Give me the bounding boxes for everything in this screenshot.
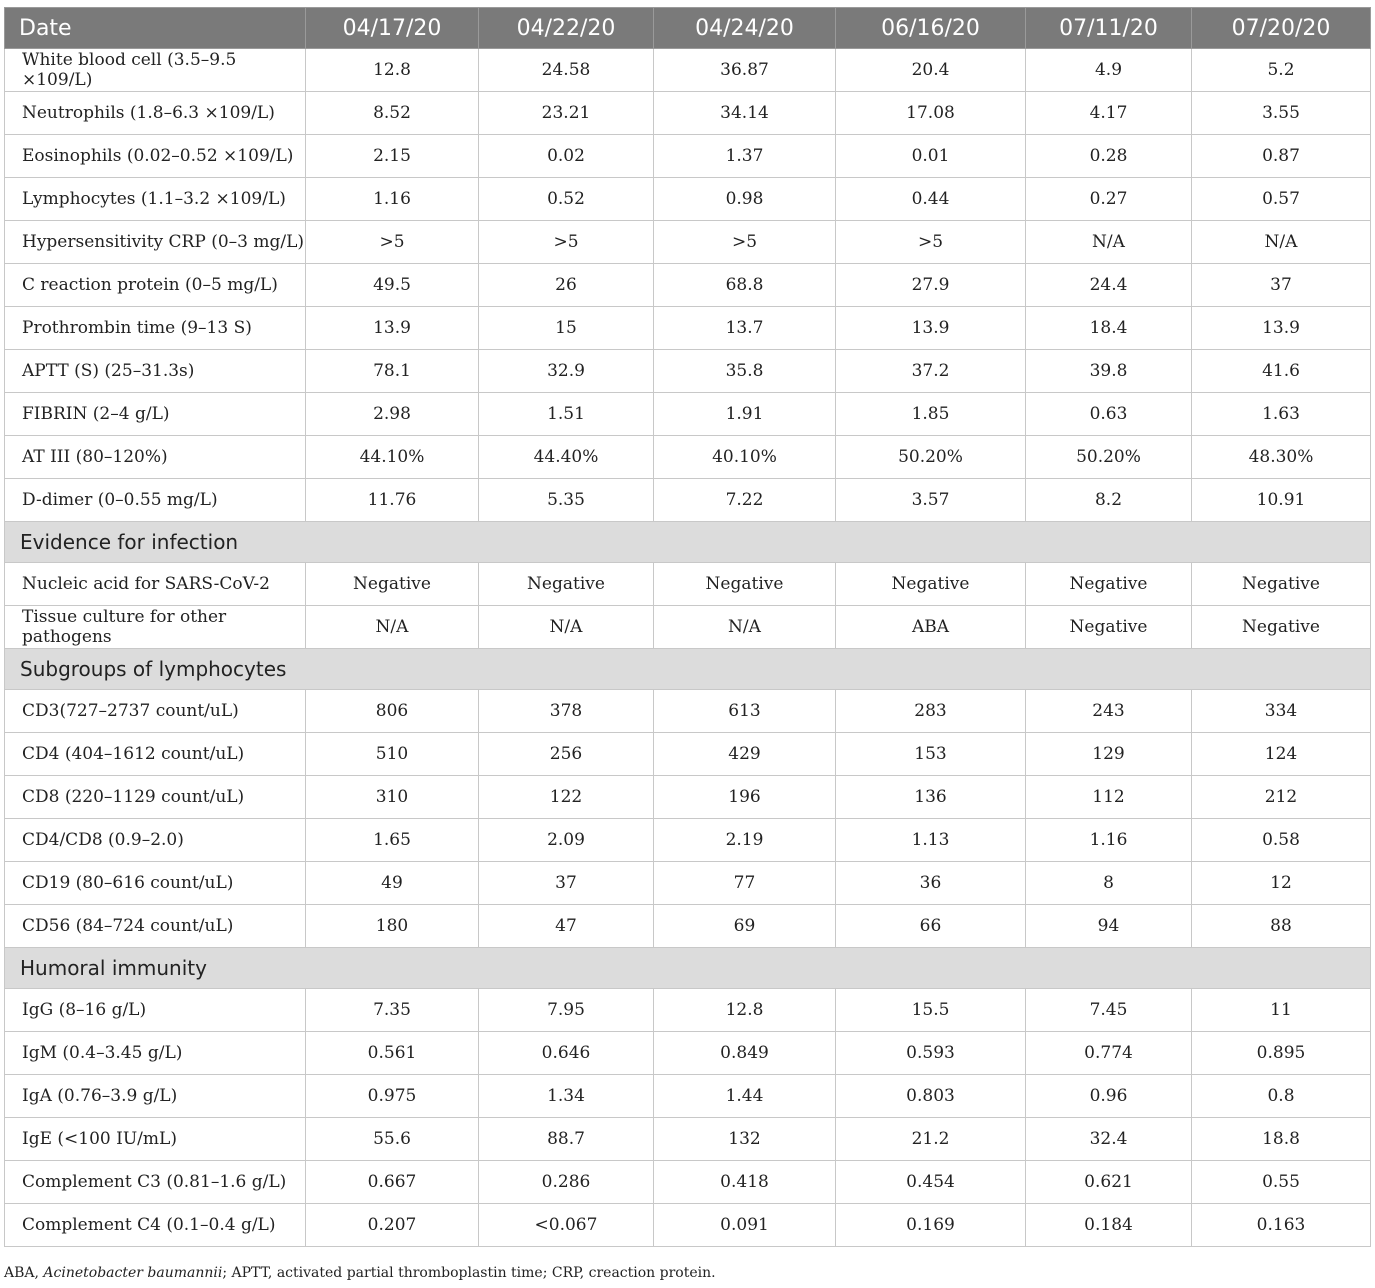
cell-value: 8 <box>1026 862 1192 905</box>
table-row <box>5 49 1371 92</box>
cell-value: 0.27 <box>1026 178 1192 221</box>
cell-value: 136 <box>836 776 1026 819</box>
section-header-row <box>5 649 1371 690</box>
cell-value: 0.646 <box>479 1032 654 1075</box>
cell-value: 36 <box>836 862 1026 905</box>
cell-value: 55.6 <box>306 1118 479 1161</box>
cell-value: 50.20% <box>1026 436 1192 479</box>
cell-value: 37 <box>479 862 654 905</box>
lab-results-table <box>4 7 1371 1247</box>
header-date: 06/16/20 <box>836 8 1026 49</box>
cell-value: 122 <box>479 776 654 819</box>
cell-value: 0.44 <box>836 178 1026 221</box>
cell-value: 378 <box>479 690 654 733</box>
cell-value: 0.58 <box>1192 819 1371 862</box>
cell-value: 0.163 <box>1192 1204 1371 1247</box>
cell-value: 0.87 <box>1192 135 1371 178</box>
cell-value: 7.35 <box>306 989 479 1032</box>
cell-value: 0.774 <box>1026 1032 1192 1075</box>
cell-value: 37 <box>1192 264 1371 307</box>
row-label: Complement C3 (0.81–1.6 g/L) <box>5 1161 306 1204</box>
cell-value: 50.20% <box>836 436 1026 479</box>
table-row <box>5 1204 1371 1247</box>
cell-value: 4.17 <box>1026 92 1192 135</box>
table-footnote <box>4 1265 716 1281</box>
cell-value: Negative <box>1192 606 1371 649</box>
lab-results-table-container <box>4 7 1370 1247</box>
table-row <box>5 690 1371 733</box>
cell-value: >5 <box>654 221 836 264</box>
row-label: C reaction protein (0–5 mg/L) <box>5 264 306 307</box>
table-row <box>5 733 1371 776</box>
table-row <box>5 989 1371 1032</box>
table-row <box>5 606 1371 649</box>
row-label: CD4/CD8 (0.9–2.0) <box>5 819 306 862</box>
row-label: Lymphocytes (1.1–3.2 ×109/L) <box>5 178 306 221</box>
row-label: Eosinophils (0.02–0.52 ×109/L) <box>5 135 306 178</box>
cell-value: 8.52 <box>306 92 479 135</box>
cell-value: 15.5 <box>836 989 1026 1032</box>
cell-value: 69 <box>654 905 836 948</box>
cell-value: 39.8 <box>1026 350 1192 393</box>
cell-value: N/A <box>479 606 654 649</box>
table-row <box>5 1032 1371 1075</box>
cell-value: 2.19 <box>654 819 836 862</box>
cell-value: 0.8 <box>1192 1075 1371 1118</box>
cell-value: 510 <box>306 733 479 776</box>
cell-value: 44.10% <box>306 436 479 479</box>
cell-value: 48.30% <box>1192 436 1371 479</box>
cell-value: 44.40% <box>479 436 654 479</box>
cell-value: 94 <box>1026 905 1192 948</box>
cell-value: Negative <box>1026 563 1192 606</box>
cell-value: 0.895 <box>1192 1032 1371 1075</box>
table-row <box>5 563 1371 606</box>
row-label: Neutrophils (1.8–6.3 ×109/L) <box>5 92 306 135</box>
cell-value: 0.207 <box>306 1204 479 1247</box>
row-label: APTT (S) (25–31.3s) <box>5 350 306 393</box>
table-row <box>5 135 1371 178</box>
cell-value: 0.98 <box>654 178 836 221</box>
cell-value: 2.98 <box>306 393 479 436</box>
cell-value: 36.87 <box>654 49 836 92</box>
cell-value: Negative <box>1192 563 1371 606</box>
cell-value: 12.8 <box>654 989 836 1032</box>
cell-value: 8.2 <box>1026 479 1192 522</box>
row-label: Nucleic acid for SARS-CoV-2 <box>5 563 306 606</box>
cell-value: 24.4 <box>1026 264 1192 307</box>
cell-value: 7.95 <box>479 989 654 1032</box>
row-label: CD19 (80–616 count/uL) <box>5 862 306 905</box>
cell-value: 26 <box>479 264 654 307</box>
footnote-text: ABA, <box>4 1265 44 1281</box>
cell-value: >5 <box>306 221 479 264</box>
cell-value: 1.63 <box>1192 393 1371 436</box>
cell-value: >5 <box>479 221 654 264</box>
cell-value: Negative <box>1026 606 1192 649</box>
cell-value: 129 <box>1026 733 1192 776</box>
row-label: CD4 (404–1612 count/uL) <box>5 733 306 776</box>
cell-value: 0.667 <box>306 1161 479 1204</box>
table-row <box>5 436 1371 479</box>
cell-value: 5.35 <box>479 479 654 522</box>
table-row <box>5 479 1371 522</box>
cell-value: 256 <box>479 733 654 776</box>
table-row <box>5 178 1371 221</box>
table-row <box>5 264 1371 307</box>
cell-value: 429 <box>654 733 836 776</box>
footnote-text: ; APTT, activated partial thromboplastin time; CRP, creaction protein. <box>222 1265 716 1281</box>
cell-value: N/A <box>1026 221 1192 264</box>
cell-value: 806 <box>306 690 479 733</box>
cell-value: Negative <box>306 563 479 606</box>
row-label: White blood cell (3.5–9.5 ×109/L) <box>5 49 306 92</box>
cell-value: 88 <box>1192 905 1371 948</box>
section-header-row <box>5 948 1371 989</box>
cell-value: 5.2 <box>1192 49 1371 92</box>
header-row <box>5 8 1371 49</box>
cell-value: 88.7 <box>479 1118 654 1161</box>
cell-value: 0.286 <box>479 1161 654 1204</box>
cell-value: 40.10% <box>654 436 836 479</box>
cell-value: N/A <box>1192 221 1371 264</box>
cell-value: 32.9 <box>479 350 654 393</box>
cell-value: 0.184 <box>1026 1204 1192 1247</box>
row-label: CD56 (84–724 count/uL) <box>5 905 306 948</box>
cell-value: 12 <box>1192 862 1371 905</box>
cell-value: 2.15 <box>306 135 479 178</box>
cell-value: 41.6 <box>1192 350 1371 393</box>
table-body <box>5 49 1371 1247</box>
cell-value: 17.08 <box>836 92 1026 135</box>
table-row <box>5 1075 1371 1118</box>
cell-value: 7.22 <box>654 479 836 522</box>
cell-value: 10.91 <box>1192 479 1371 522</box>
row-label: Complement C4 (0.1–0.4 g/L) <box>5 1204 306 1247</box>
cell-value: 0.975 <box>306 1075 479 1118</box>
cell-value: 1.13 <box>836 819 1026 862</box>
cell-value: 0.454 <box>836 1161 1026 1204</box>
row-label: IgA (0.76–3.9 g/L) <box>5 1075 306 1118</box>
cell-value: 27.9 <box>836 264 1026 307</box>
cell-value: 4.9 <box>1026 49 1192 92</box>
row-label: CD3(727–2737 count/uL) <box>5 690 306 733</box>
cell-value: 212 <box>1192 776 1371 819</box>
table-row <box>5 905 1371 948</box>
cell-value: Negative <box>654 563 836 606</box>
cell-value: 1.51 <box>479 393 654 436</box>
row-label: Tissue culture for other pathogens <box>5 606 306 649</box>
cell-value: 18.8 <box>1192 1118 1371 1161</box>
cell-value: 1.37 <box>654 135 836 178</box>
cell-value: 23.21 <box>479 92 654 135</box>
cell-value: 0.169 <box>836 1204 1026 1247</box>
cell-value: 78.1 <box>306 350 479 393</box>
cell-value: 24.58 <box>479 49 654 92</box>
cell-value: Negative <box>479 563 654 606</box>
cell-value: 243 <box>1026 690 1192 733</box>
cell-value: 1.16 <box>306 178 479 221</box>
cell-value: 334 <box>1192 690 1371 733</box>
cell-value: 0.561 <box>306 1032 479 1075</box>
cell-value: 0.28 <box>1026 135 1192 178</box>
cell-value: 0.55 <box>1192 1161 1371 1204</box>
header-date: 04/17/20 <box>306 8 479 49</box>
footnote-italic: Acinetobacter baumannii <box>43 1265 223 1281</box>
cell-value: 3.55 <box>1192 92 1371 135</box>
cell-value: 0.02 <box>479 135 654 178</box>
cell-value: 18.4 <box>1026 307 1192 350</box>
cell-value: 0.96 <box>1026 1075 1192 1118</box>
cell-value: 1.34 <box>479 1075 654 1118</box>
cell-value: 180 <box>306 905 479 948</box>
cell-value: 0.849 <box>654 1032 836 1075</box>
cell-value: Negative <box>836 563 1026 606</box>
table-row <box>5 1161 1371 1204</box>
cell-value: 20.4 <box>836 49 1026 92</box>
cell-value: 0.621 <box>1026 1161 1192 1204</box>
cell-value: 613 <box>654 690 836 733</box>
cell-value: ABA <box>836 606 1026 649</box>
table-row <box>5 350 1371 393</box>
table-row <box>5 221 1371 264</box>
table-row <box>5 776 1371 819</box>
row-label: FIBRIN (2–4 g/L) <box>5 393 306 436</box>
row-label: IgG (8–16 g/L) <box>5 989 306 1032</box>
cell-value: 1.16 <box>1026 819 1192 862</box>
table-row <box>5 862 1371 905</box>
cell-value: 0.01 <box>836 135 1026 178</box>
cell-value: 0.57 <box>1192 178 1371 221</box>
cell-value: 1.44 <box>654 1075 836 1118</box>
cell-value: 47 <box>479 905 654 948</box>
row-label: CD8 (220–1129 count/uL) <box>5 776 306 819</box>
section-title: Humoral immunity <box>5 948 1371 989</box>
cell-value: N/A <box>654 606 836 649</box>
cell-value: 0.091 <box>654 1204 836 1247</box>
cell-value: 13.9 <box>1192 307 1371 350</box>
section-title: Subgroups of lymphocytes <box>5 649 1371 690</box>
cell-value: 11 <box>1192 989 1371 1032</box>
table-row <box>5 307 1371 350</box>
table-row <box>5 819 1371 862</box>
header-date: 07/20/20 <box>1192 8 1371 49</box>
cell-value: 196 <box>654 776 836 819</box>
cell-value: 1.91 <box>654 393 836 436</box>
cell-value: 32.4 <box>1026 1118 1192 1161</box>
row-label: Prothrombin time (9–13 S) <box>5 307 306 350</box>
cell-value: 0.803 <box>836 1075 1026 1118</box>
cell-value: 0.593 <box>836 1032 1026 1075</box>
cell-value: 7.45 <box>1026 989 1192 1032</box>
cell-value: 37.2 <box>836 350 1026 393</box>
header-date: 07/11/20 <box>1026 8 1192 49</box>
table-row <box>5 1118 1371 1161</box>
cell-value: 15 <box>479 307 654 350</box>
cell-value: 13.9 <box>836 307 1026 350</box>
cell-value: >5 <box>836 221 1026 264</box>
cell-value: 3.57 <box>836 479 1026 522</box>
cell-value: <0.067 <box>479 1204 654 1247</box>
cell-value: 34.14 <box>654 92 836 135</box>
cell-value: 13.9 <box>306 307 479 350</box>
cell-value: 132 <box>654 1118 836 1161</box>
row-label: IgE (<100 IU/mL) <box>5 1118 306 1161</box>
section-header-row <box>5 522 1371 563</box>
cell-value: 0.418 <box>654 1161 836 1204</box>
cell-value: 0.52 <box>479 178 654 221</box>
cell-value: 124 <box>1192 733 1371 776</box>
cell-value: 1.65 <box>306 819 479 862</box>
header-date-label: Date <box>5 8 306 49</box>
cell-value: 0.63 <box>1026 393 1192 436</box>
cell-value: 49.5 <box>306 264 479 307</box>
section-title: Evidence for infection <box>5 522 1371 563</box>
cell-value: 66 <box>836 905 1026 948</box>
cell-value: 153 <box>836 733 1026 776</box>
table-row <box>5 92 1371 135</box>
row-label: Hypersensitivity CRP (0–3 mg/L) <box>5 221 306 264</box>
cell-value: 310 <box>306 776 479 819</box>
cell-value: 21.2 <box>836 1118 1026 1161</box>
row-label: IgM (0.4–3.45 g/L) <box>5 1032 306 1075</box>
table-row <box>5 393 1371 436</box>
cell-value: 283 <box>836 690 1026 733</box>
header-date: 04/22/20 <box>479 8 654 49</box>
cell-value: 35.8 <box>654 350 836 393</box>
cell-value: 112 <box>1026 776 1192 819</box>
cell-value: 13.7 <box>654 307 836 350</box>
cell-value: N/A <box>306 606 479 649</box>
header-date: 04/24/20 <box>654 8 836 49</box>
cell-value: 12.8 <box>306 49 479 92</box>
cell-value: 49 <box>306 862 479 905</box>
cell-value: 2.09 <box>479 819 654 862</box>
row-label: D-dimer (0–0.55 mg/L) <box>5 479 306 522</box>
cell-value: 11.76 <box>306 479 479 522</box>
cell-value: 1.85 <box>836 393 1026 436</box>
cell-value: 77 <box>654 862 836 905</box>
row-label: AT III (80–120%) <box>5 436 306 479</box>
cell-value: 68.8 <box>654 264 836 307</box>
